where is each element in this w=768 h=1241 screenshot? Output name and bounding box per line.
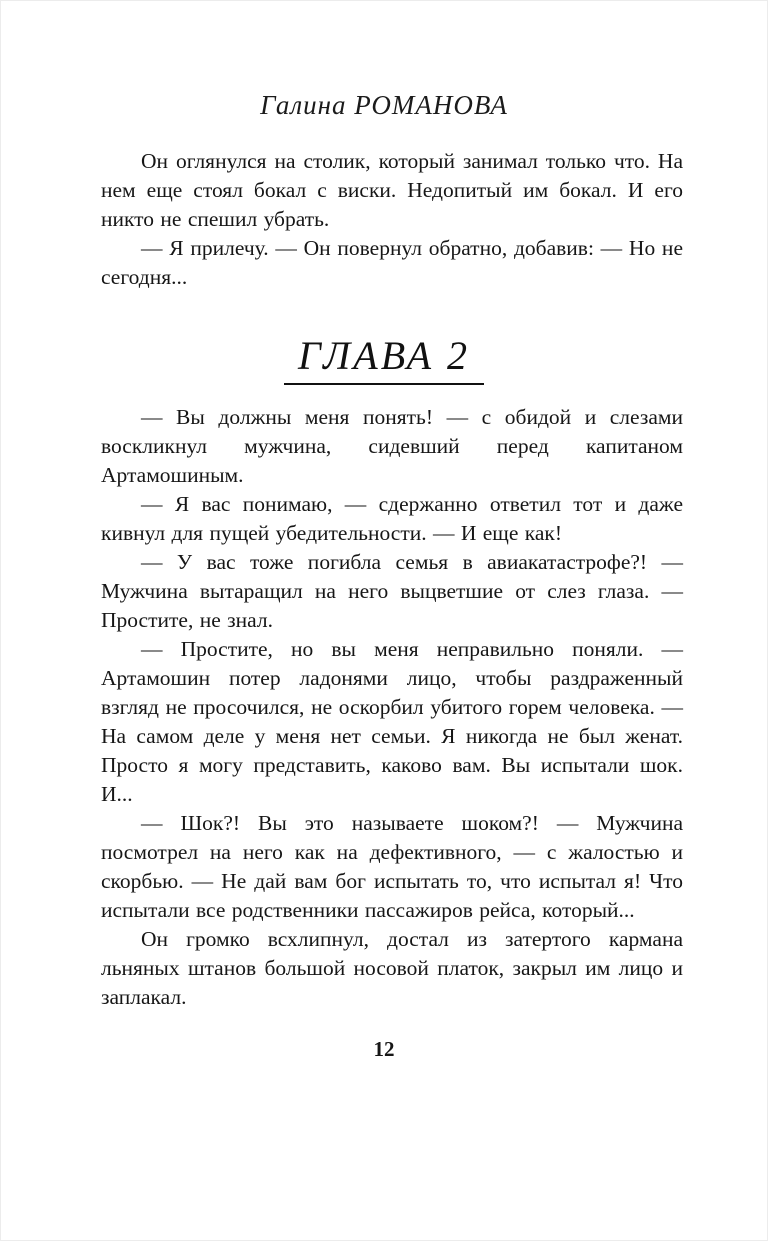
chapter-title: ГЛАВА 2 [284,334,484,385]
chapter-heading [1,334,767,385]
text-block-before-chapter [101,147,683,292]
paragraph: Он оглянулся на столик, который занимал только что. На нем еще стоял бокал с виски. Недопитый им бокал. И его никто не спешил убрать. [101,149,683,231]
paragraph: — У вас тоже погибла семья в авиакатастрофе?! — Мужчина вытаращил на него выцветшие от слез глаза. — Простите, не знал. [101,550,683,632]
running-head-author: Галина РОМАНОВА [260,90,508,120]
paragraph: Он громко всхлипнул, достал из затертого кармана льняных штанов большой носовой платок, закрыл им лицо и заплакал. [101,927,683,1009]
paragraph: — Вы должны меня понять! — с обидой и слезами воскликнул мужчина, сидевший перед капитаном Артамошиным. [101,405,683,487]
paragraph: — Простите, но вы меня неправильно поняли. — Артамошин потер ладонями лицо, чтобы раздраженный взгляд не просочился, не оскорбил убитого горем человека. — На самом деле у меня нет семьи. Я никогда не был женат. Просто я могу представить, каково вам. Вы испытали шок. И... [101,637,683,806]
paragraph: — Я вас понимаю, — сдержанно ответил тот и даже кивнул для пущей убедительности. — И еще как! [101,492,683,545]
page-number: 12 [373,1037,395,1061]
paragraph: — Я прилечу. — Он повернул обратно, добавив: — Но не сегодня... [101,236,683,289]
paragraph: — Шок?! Вы это называете шоком?! — Мужчина посмотрел на него как на дефективного, — с жалостью и скорбью. — Не дай вам бог испытать то, что испытал я! Что испытали все родственники пассажиров рейса, который... [101,811,683,922]
text-block-after-chapter [101,403,683,1012]
